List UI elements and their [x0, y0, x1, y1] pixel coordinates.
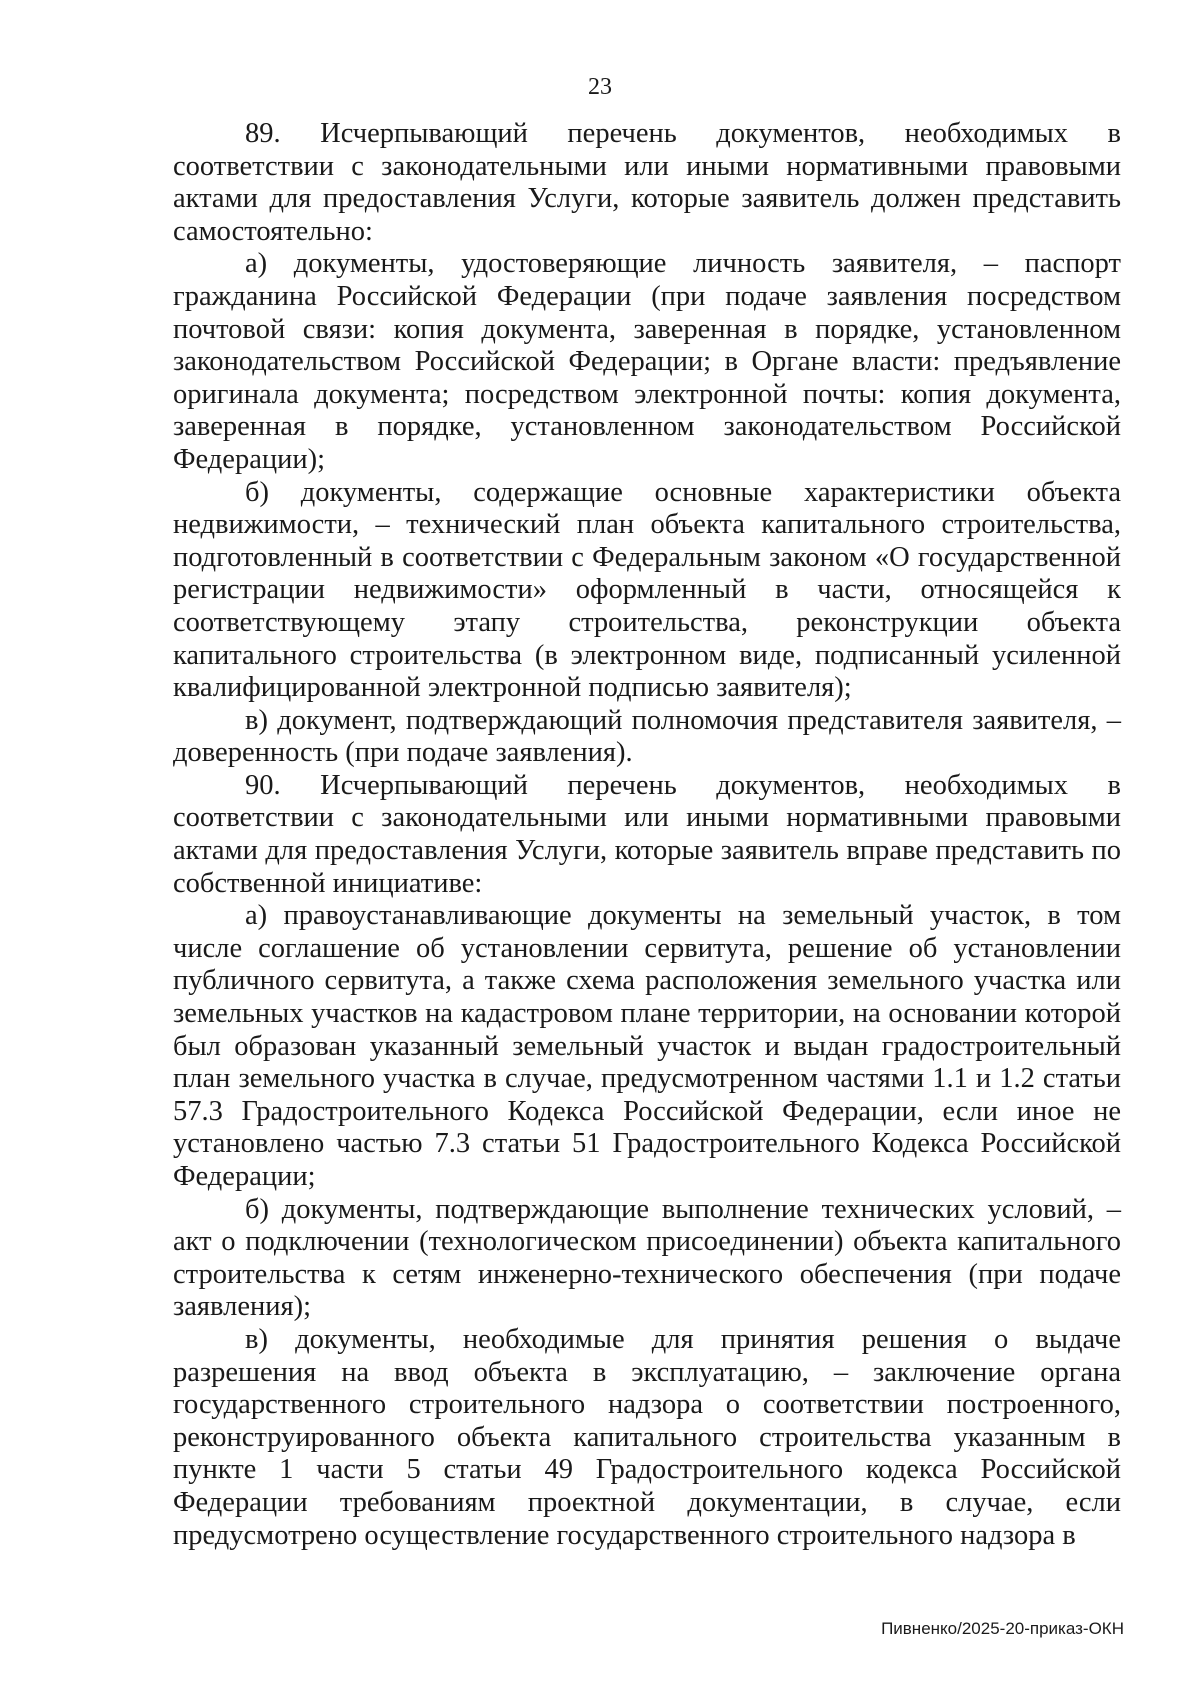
page-number: 23 — [588, 74, 612, 100]
paragraph-89-b: б) документы, содержащие основные характеристики объекта недвижимости, – технический план объекта капитального строительства, подготовленный в соответствии с Федеральным законом «О государственной регистрации недвижимости» оформленный в части, относящейся к соответствующему этапу строительства, реконструкции объекта капитального строительства (в электронном виде, подписанный усиленной квалифицированной электронной подписью заявителя); — [173, 476, 1121, 704]
paragraph-90: 90. Исчерпывающий перечень документов, необходимых в соответствии с законодательными или иными нормативными правовыми актами для предоставления Услуги, которые заявитель вправе представить по собственной инициативе: — [173, 769, 1121, 899]
paragraph-90-b: б) документы, подтверждающие выполнение технических условий, – акт о подключении (технологическом присоединении) объекта капитального строительства к сетям инженерно-технического обеспечения (при подаче заявления); — [173, 1193, 1121, 1323]
paragraph-90-a: а) правоустанавливающие документы на земельный участок, в том числе соглашение об установлении сервитута, решение об установлении публичного сервитута, а также схема расположения земельного участка или земельных участков на кадастровом плане территории, на основании которой был образован указанный земельный участок и выдан градостроительный план земельного участка в случае, предусмотренном частями 1.1 и 1.2 статьи 57.3 Градостроительного Кодекса Российской Федерации, если иное не установлено частью 7.3 статьи 51 Градостроительного Кодекса Российской Федерации; — [173, 900, 1121, 1192]
paragraph-89-a: а) документы, удостоверяющие личность заявителя, – паспорт гражданина Российской Федерации (при подаче заявления посредством почтовой связи: копия документа, заверенная в порядке, установленном законодательством Российской Федерации; в Органе власти: предъявление оригинала документа; посредством электронной почты: копия документа, заверенная в порядке, установленном законодательством Российской Федерации); — [173, 248, 1121, 475]
document-footer-code: Пивненко/2025-20-приказ-ОКН — [881, 1619, 1124, 1638]
document-body — [173, 118, 1121, 1552]
paragraph-90-v: в) документы, необходимые для принятия решения о выдаче разрешения на ввод объекта в эксплуатацию, – заключение органа государственного строительного надзора о соответствии построенного, реконструированного объекта капитального строительства указанным в пункте 1 части 5 статьи 49 Градостроительного кодекса Российской Федерации требованиям проектной документации, в случае, если предусмотрено осуществление государственного строительного надзора в — [173, 1323, 1121, 1551]
paragraph-89: 89. Исчерпывающий перечень документов, необходимых в соответствии с законодательными или иными нормативными правовыми актами для предоставления Услуги, которые заявитель должен представить самостоятельно: — [173, 118, 1121, 247]
paragraph-89-v: в) документ, подтверждающий полномочия представителя заявителя, – доверенность (при подаче заявления). — [173, 704, 1121, 769]
